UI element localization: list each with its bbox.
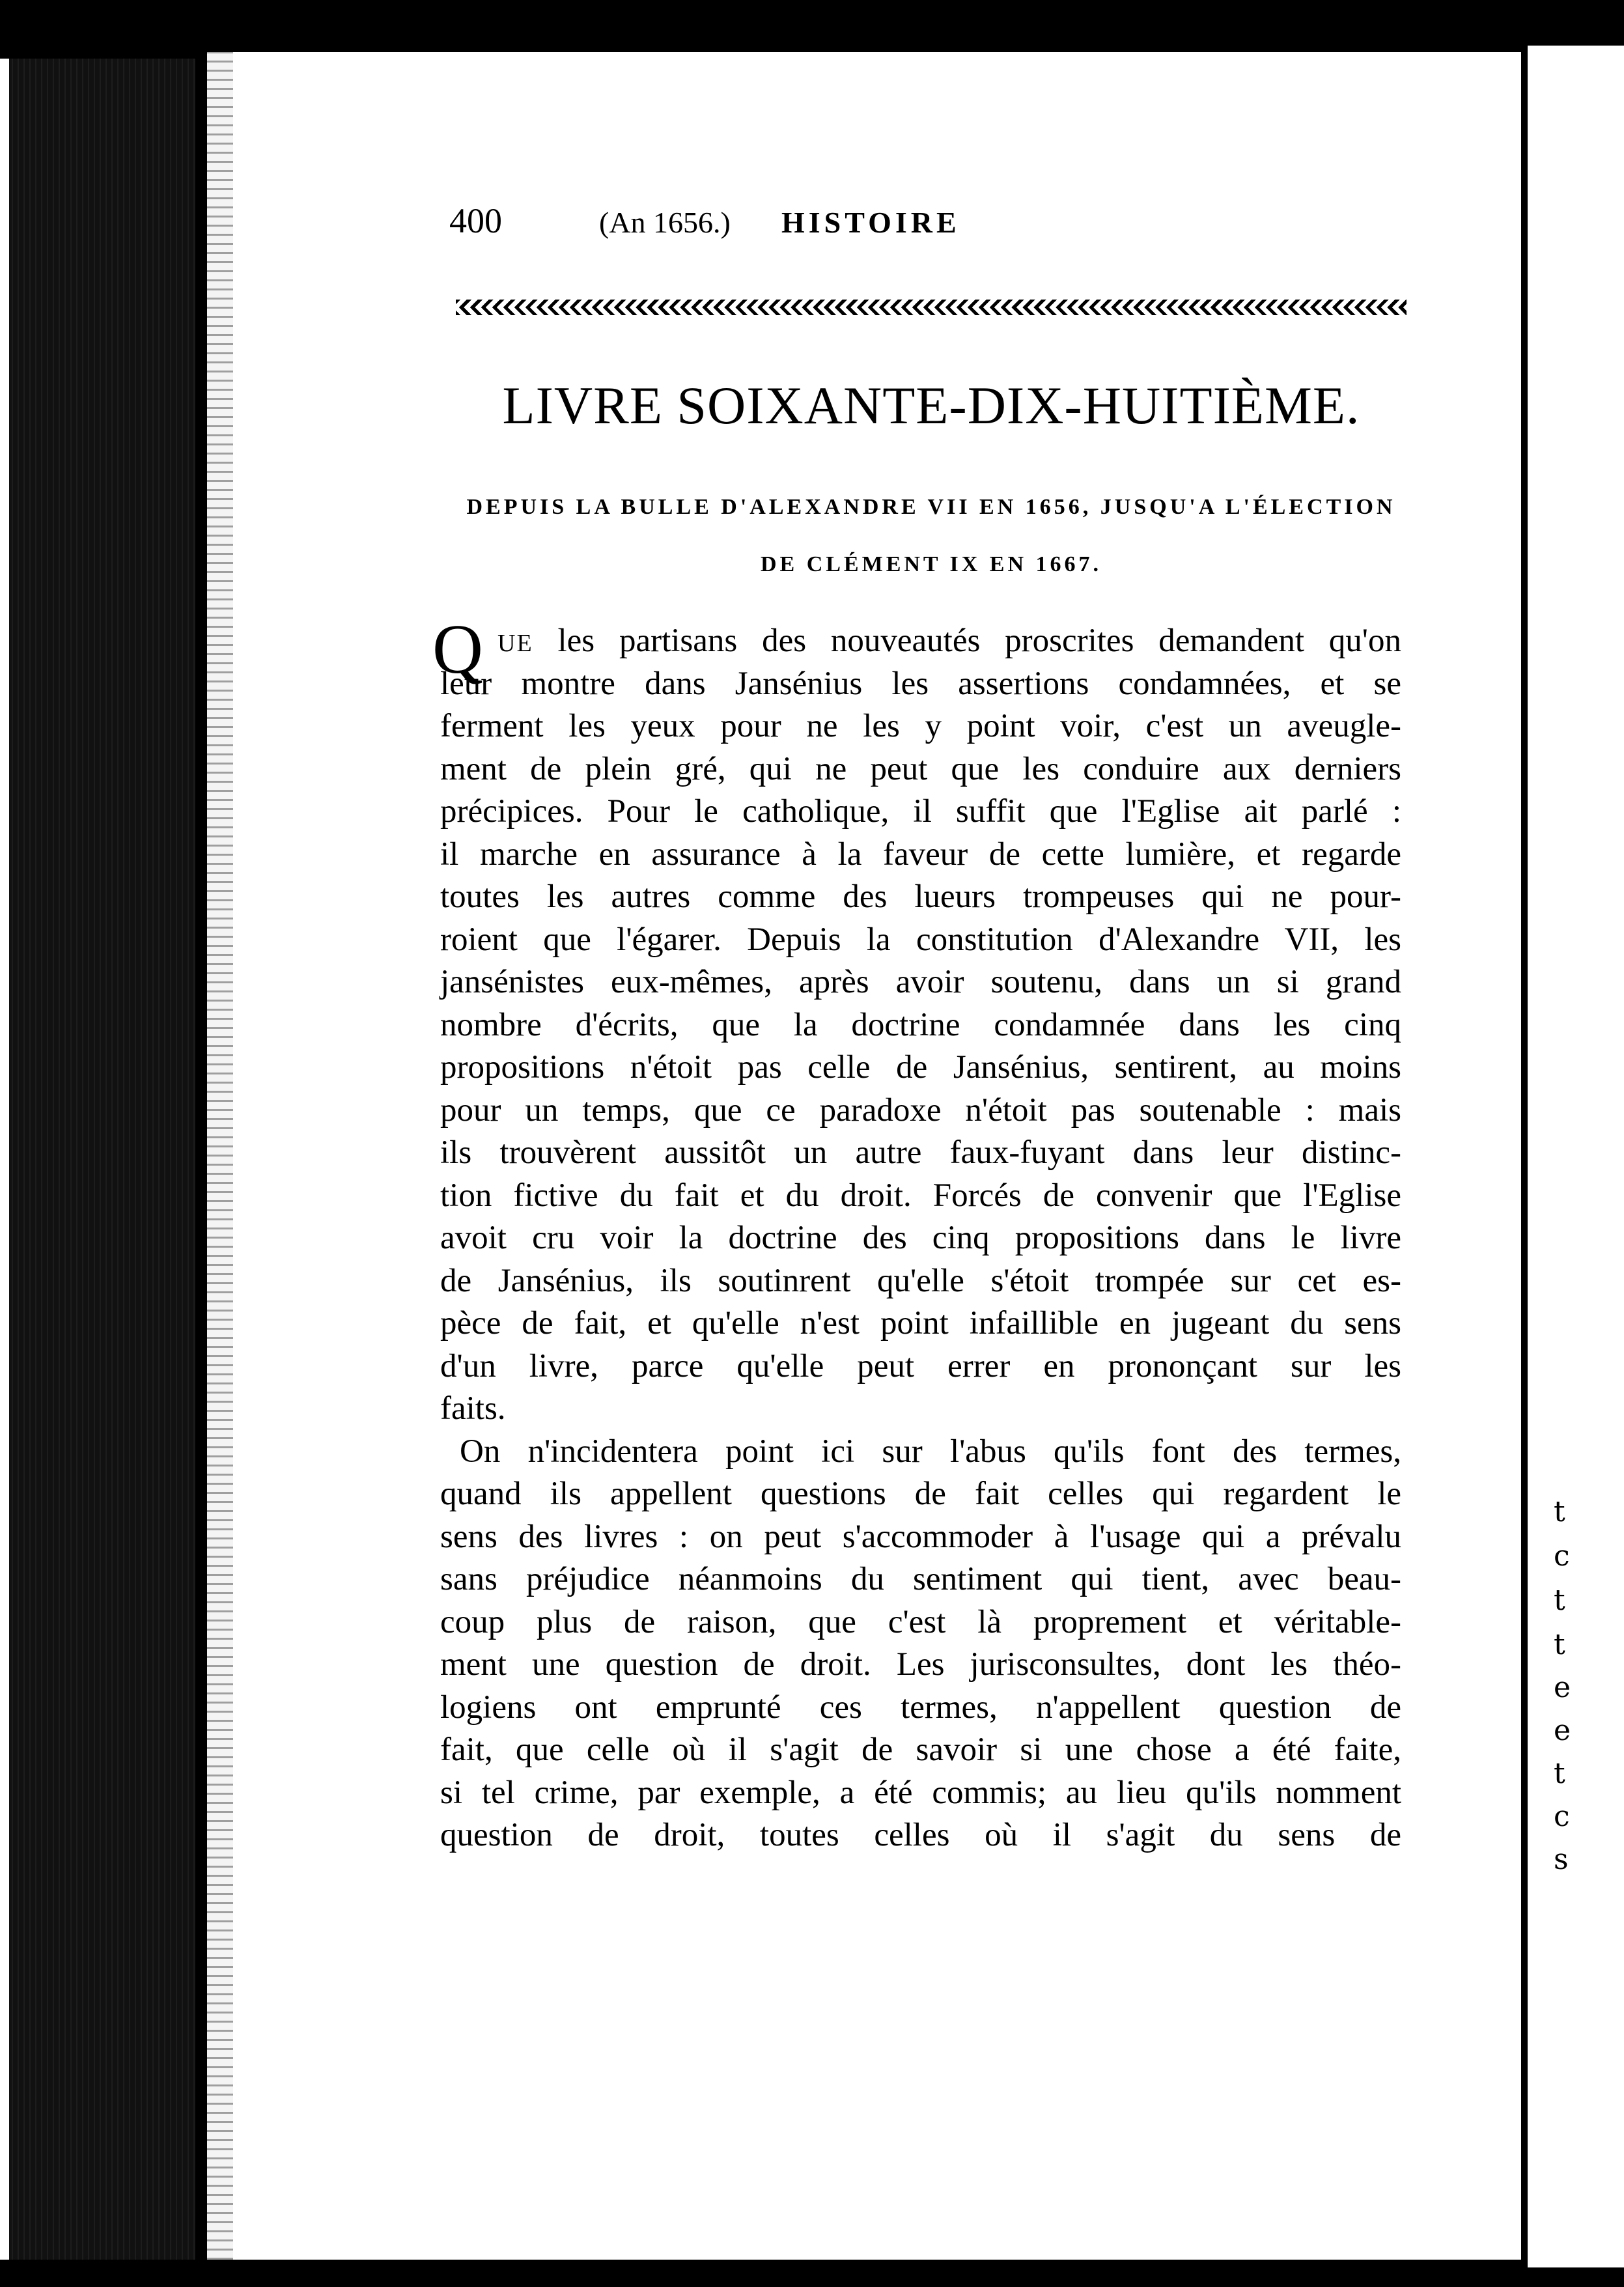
running-head [449,201,1035,246]
bleed-char: t [1554,1584,1565,1617]
gutter [207,52,233,2260]
bleed-char: c [1554,1800,1570,1833]
bleed-char: c [1554,1539,1570,1573]
text-line: fait, que celle où il s'agit de savoir si une chose a été faite, [440,1732,1401,1768]
text-line: ils trouvèrent aussitôt un autre faux-fuyant dans leur distinc- [440,1134,1401,1171]
text-line: pèce de fait, et qu'elle n'est point infaillible en jugeant du sens [440,1305,1401,1341]
subtitle-line: DEPUIS LA BULLE D'ALEXANDRE VII EN 1656, JUSQU'A L'ÉLECTION [466,495,1396,519]
text-line: précipices. Pour le catholique, il suffit que l'Eglise ait parlé : [440,793,1401,830]
text-line: tion fictive du fait et du droit. Forcés de convenir que l'Eglise [440,1177,1401,1214]
bleed-char: e [1554,1714,1571,1747]
running-head-date: (An 1656.) [599,206,731,239]
text-line: de Jansénius, ils soutinrent qu'elle s'étoit trompée sur cet es- [440,1262,1401,1299]
bleed-char: t [1554,1628,1565,1661]
small-caps: UE [497,630,533,657]
text-line: On n'incidentera point ici sur l'abus qu'ils font des termes, [460,1433,1401,1470]
bleed-char: s [1554,1843,1569,1876]
bleed-char: t [1554,1495,1565,1528]
next-page-edge [1521,46,1624,2267]
text-line: toutes les autres comme des lueurs trompeuses qui ne pour- [440,878,1401,915]
text-line: il marche en assurance à la faveur de cette lumière, et regarde [440,835,1401,873]
text-line: ferment les yeux pour ne les y point voir, c'est un aveugle- [440,708,1401,744]
scan-border [0,59,9,2260]
text-line: coup plus de raison, que c'est là proprement et véritable- [440,1603,1401,1640]
text-line: ment de plein gré, qui ne peut que les conduire aux derniers [440,750,1401,787]
text-line: jansénistes eux-mêmes, après avoir soutenu, dans un si grand [440,964,1401,1000]
body-text [432,611,1401,1857]
chapter-subtitle [456,479,1407,593]
text-line: avoit cru voir la doctrine des cinq propositions dans le livre [440,1220,1401,1256]
text-line: sans préjudice néanmoins du sentiment qui tient, avec beau- [440,1561,1401,1597]
text-line: ment une question de droit. Les jurisconsultes, dont les théo- [440,1646,1401,1683]
text-line: d'un livre, parce qu'elle peut errer en prononçant sur les [440,1347,1401,1384]
bleed-char: e [1554,1671,1571,1704]
text-line: roient que l'égarer. Depuis la constitution d'Alexandre VII, les [440,921,1401,958]
text-line: logiens ont emprunté ces termes, n'appellent question de [440,1689,1401,1726]
text-line: propositions n'étoit pas celle de Jansénius, sentirent, au moins [440,1049,1401,1086]
facing-page-edge [0,59,195,2260]
text-line: question de droit, toutes celles où il s'agit du sens de [440,1817,1401,1853]
book-title: LIVRE SOIXANTE-DIX-HUITIÈME. [502,376,1360,435]
ornamental-rule [456,300,1407,315]
text-line: quand ils appellent questions de fait celles qui regardent le [440,1476,1401,1512]
text-line: nombre d'écrits, que la doctrine condamnée dans les cinq [440,1006,1401,1043]
text-line: leur montre dans Jansénius les assertions condamnées, et se [440,665,1401,702]
text-line-content: les partisans des nouveautés proscrites demandent qu'on [557,623,1401,659]
text-line: faits. [440,1390,506,1427]
text-line [440,620,1401,663]
text-line: si tel crime, par exemple, a été commis; au lieu qu'ils nomment [440,1774,1401,1811]
text-line: sens des livres : on peut s'accommoder à l'usage qui a prévalu [440,1518,1401,1555]
bleed-char: t [1554,1757,1565,1790]
subtitle-line: DE CLÉMENT IX EN 1667. [760,552,1102,576]
text-line: pour un temps, que ce paradoxe n'étoit pas soutenable : mais [440,1091,1401,1129]
running-head-title: HISTOIRE [781,206,960,239]
drop-cap: Q [432,611,483,688]
page-number: 400 [449,201,502,240]
